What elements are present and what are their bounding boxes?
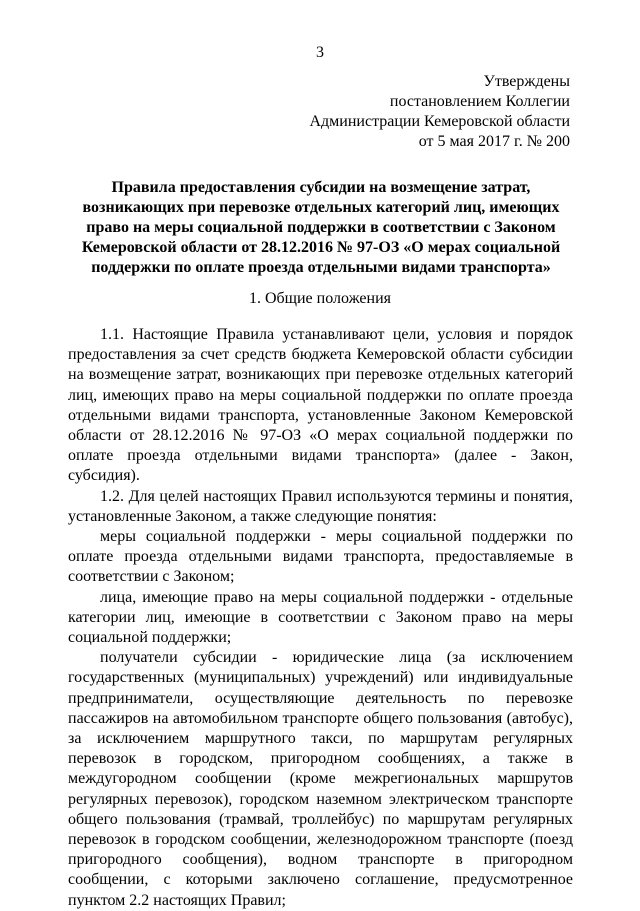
- approval-line: Утверждены: [483, 73, 570, 90]
- section-heading: 1. Общие положения: [248, 290, 392, 307]
- paragraph: 1.1. Настоящие Правила устанавливают цели, условия и порядок предоставления за счет средств бюджета Кемеровской области субсидии на возмещение затрат, возникающих при перевозке отдельных категорий лиц, имеющих право на меры социальной поддержки по оплате проезда отдельными видами транспорта, установленные Законом Кемеровской области от 28.12.2016 № 97-ОЗ «О мерах социальной поддержки по оплате проезда отдельными видами транспорта» (далее - Закон, субсидия).: [68, 326, 573, 485]
- approval-line: постановлением Коллегии: [389, 93, 570, 110]
- paragraph: 1.2. Для целей настоящих Правил используются термины и понятия, установленные Законом, а также следующие понятия:: [68, 487, 573, 525]
- document-title: Правила предоставления субсидии на возмещение затрат, возникающих при перевозке отдельных категорий лиц, имеющих право на меры социальной поддержки в соответствии с Законом Кемеровской области от 28.12.2016 № 97-ОЗ «О мерах социальной поддержки по оплате проезда отдельными видами транспорта»: [81, 179, 561, 276]
- paragraph: получатели субсидии - юридические лица (за исключением государственных (муниципальных) учреждений) или индивидуальные предприниматели, осуществляющие деятельность по перевозке пассажиров на автомобильном транспорте общего пользования (автобус), за исключением маршрутного такси, по маршрутам регулярных перевозок в городском, пригородном сообщениях, а также в междугородном сообщении (кроме межрегиональных маршрутов регулярных перевозок), городском наземном электрическом транспорте общего пользования (трамвай, троллейбус) по маршрутам регулярных перевозок в городском сообщении, железнодорожном транспорте (поезд пригородного сообщения), водном транспорте в пригородном сообщении, с которыми заключено соглашение, предусмотренное пунктом 2.2 настоящих Правил;: [68, 649, 573, 909]
- document-body: [68, 325, 573, 911]
- paragraph: лица, имеющие право на меры социальной поддержки - отдельные категории лиц, имеющие в соответствии с Законом право на меры социальной поддержки;: [68, 588, 573, 647]
- paragraph: меры социальной поддержки - меры социальной поддержки по оплате проезда отдельными видами транспорта, предоставляемые в соответствии с Законом;: [68, 528, 573, 586]
- page-number: 3: [316, 44, 324, 61]
- approval-block: [309, 72, 570, 152]
- approval-line: от 5 мая 2017 г. № 200: [418, 133, 570, 150]
- approval-line: Администрации Кемеровской области: [309, 113, 570, 130]
